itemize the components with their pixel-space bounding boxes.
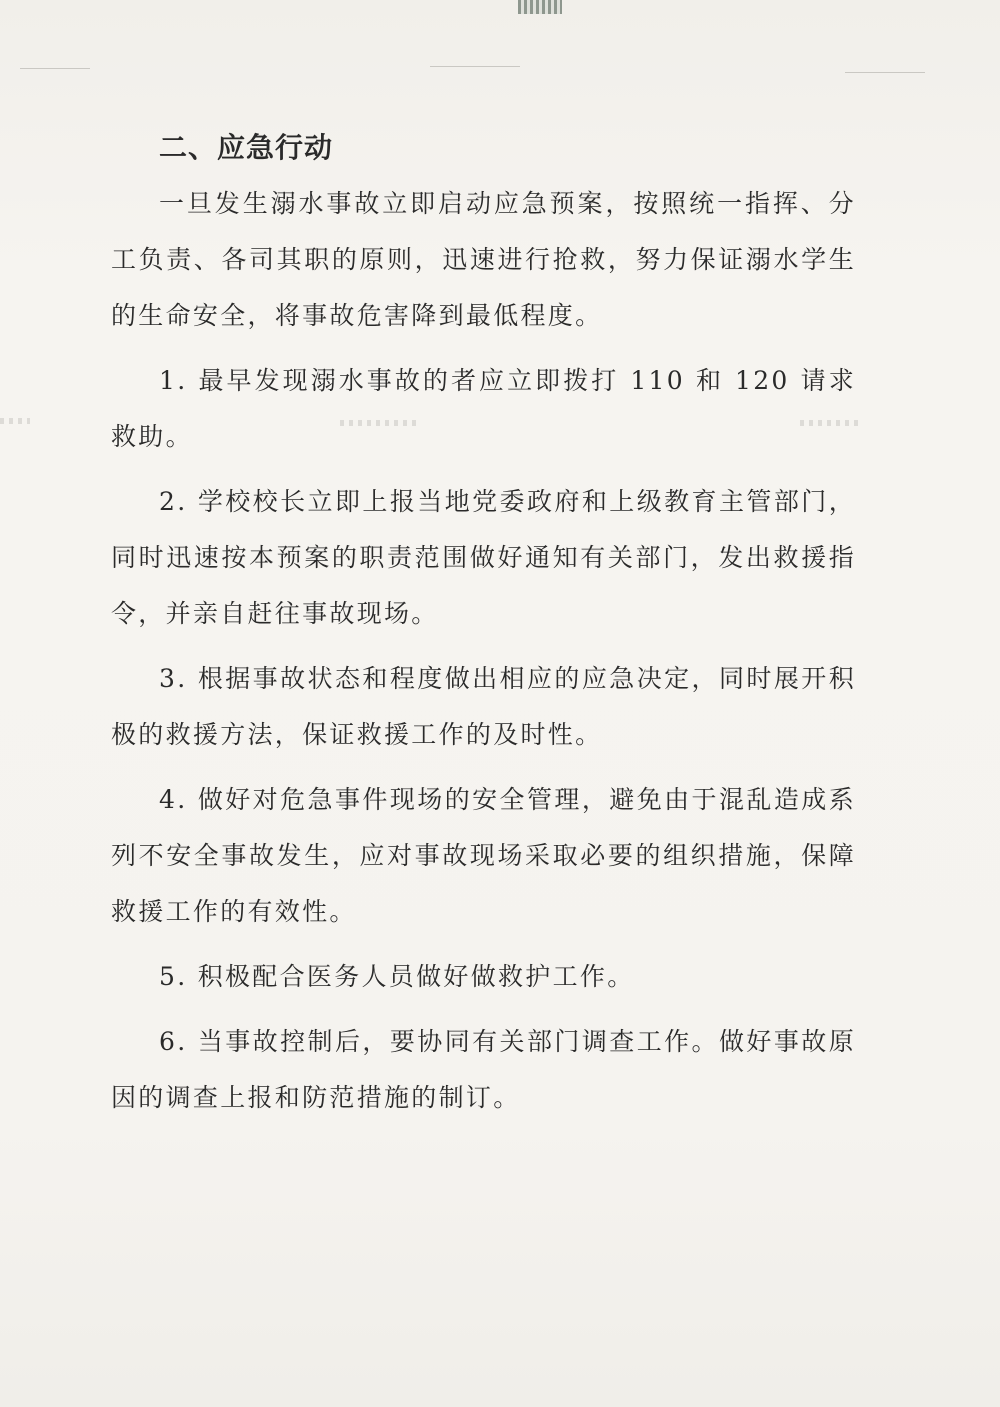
list-item-6: 6. 当事故控制后，要协同有关部门调查工作。做好事故原因的调查上报和防范措施的制订。 [111,1027,856,1112]
list-item-5: 5. 积极配合医务人员做好做救护工作。 [159,962,635,991]
section-heading: 二、应急行动 [159,131,334,164]
list-item-3: 3. 根据事故状态和程度做出相应的应急决定，同时展开积极的救援方法，保证救援工作的及时性。 [111,664,856,749]
scan-artifact-top [518,0,562,14]
list-item-4: 4. 做好对危急事件现场的安全管理，避免由于混乱造成系列不安全事故发生，应对事故现场采取必要的组织措施，保障救援工作的有效性。 [111,785,856,926]
document-body [111,120,856,1126]
list-item-2: 2. 学校校长立即上报当地党委政府和上级教育主管部门，同时迅速按本预案的职责范围做好通知有关部门，发出救援指令，并亲自赶往事故现场。 [111,487,856,628]
bleed-through-mark [0,418,30,424]
list-item-1: 1. 最早发现溺水事故的者应立即拨打 110 和 120 请求救助。 [111,366,856,451]
intro-paragraph: 一旦发生溺水事故立即启动应急预案，按照统一指挥、分工负责、各司其职的原则，迅速进行抢救，努力保证溺水学生的生命安全，将事故危害降到最低程度。 [111,189,856,330]
header-rule-right [845,72,925,73]
header-rule-left [20,68,90,69]
header-rule-mid [430,66,520,67]
